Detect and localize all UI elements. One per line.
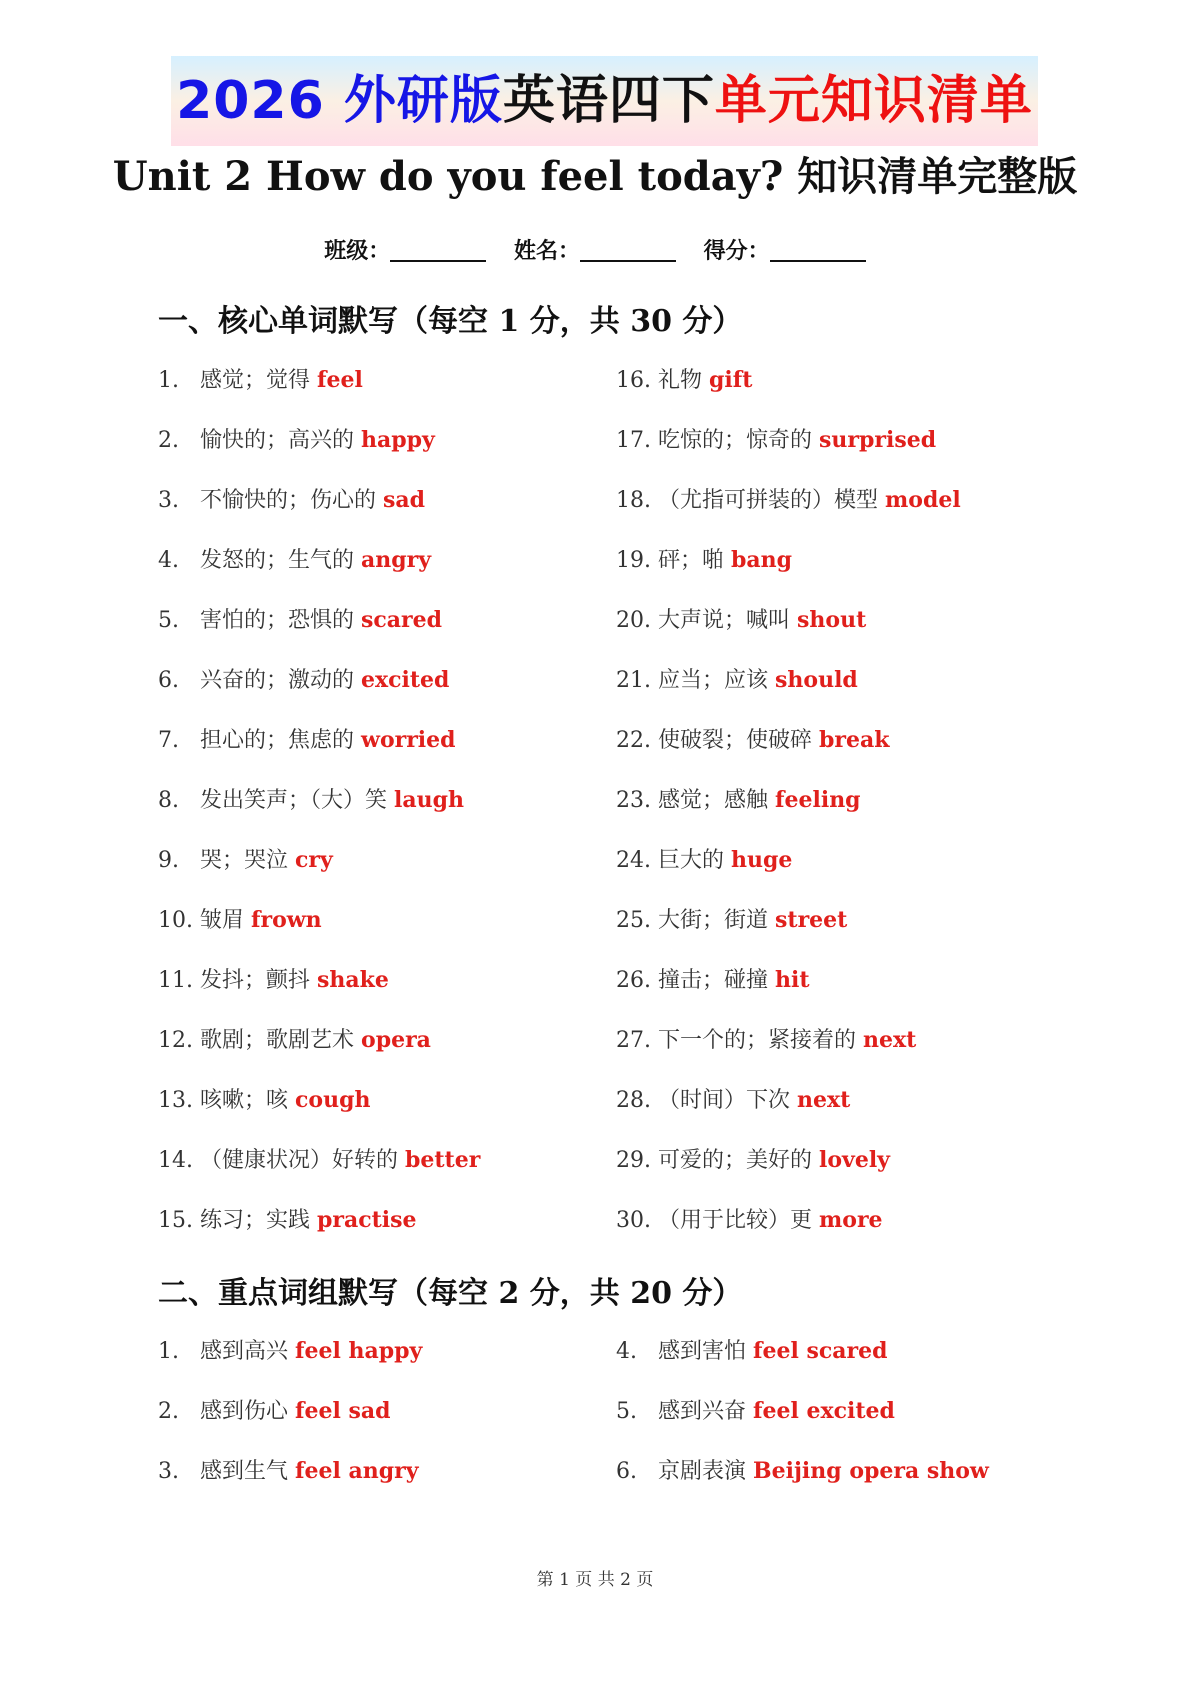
word-item bbox=[616, 590, 961, 650]
chinese-meaning: 感到兴奋 bbox=[658, 1399, 747, 1424]
word-item bbox=[616, 950, 961, 1010]
english-answer: opera bbox=[361, 1027, 431, 1053]
item-number: 23. bbox=[616, 788, 651, 813]
chinese-meaning: 发怒的；生气的 bbox=[200, 548, 355, 573]
chinese-meaning: 使破裂；使破碎 bbox=[658, 728, 813, 753]
word-item bbox=[616, 470, 961, 530]
section-title-words: 一、核心单词默写（每空 1 分，共 30 分） bbox=[158, 304, 743, 339]
english-answer: angry bbox=[361, 547, 432, 573]
english-answer: lovely bbox=[819, 1147, 890, 1173]
chinese-meaning: 不愉快的；伤心的 bbox=[200, 488, 377, 513]
chinese-meaning: 砰；啪 bbox=[658, 548, 725, 573]
english-answer: feel scared bbox=[753, 1338, 888, 1364]
item-number: 15. bbox=[158, 1208, 193, 1233]
english-answer: better bbox=[405, 1147, 481, 1173]
word-item bbox=[616, 1190, 961, 1250]
word-item bbox=[158, 1130, 480, 1190]
item-number: 4. bbox=[158, 548, 179, 573]
page-number: 第 1 页 共 2 页 bbox=[536, 1570, 654, 1590]
chinese-meaning: （用于比较）更 bbox=[658, 1208, 813, 1233]
phrase-item bbox=[158, 1381, 422, 1441]
english-answer: surprised bbox=[819, 427, 937, 453]
item-number: 6. bbox=[158, 668, 179, 693]
english-answer: worried bbox=[361, 727, 456, 753]
item-number: 13. bbox=[158, 1088, 193, 1113]
item-number: 26. bbox=[616, 968, 651, 993]
word-item bbox=[158, 1010, 480, 1070]
word-list-right bbox=[616, 350, 961, 1250]
english-answer: street bbox=[775, 907, 848, 933]
item-number: 29. bbox=[616, 1148, 651, 1173]
chinese-meaning: （健康状况）好转的 bbox=[200, 1148, 399, 1173]
english-answer: more bbox=[819, 1207, 883, 1233]
chinese-meaning: 皱眉 bbox=[200, 908, 245, 933]
chinese-meaning: （时间）下次 bbox=[658, 1088, 791, 1113]
item-number: 21. bbox=[616, 668, 651, 693]
english-answer: feel bbox=[317, 367, 363, 393]
english-answer: feeling bbox=[775, 787, 861, 813]
chinese-meaning: 大街；街道 bbox=[658, 908, 769, 933]
item-number: 3. bbox=[158, 1459, 179, 1484]
english-answer: shake bbox=[317, 967, 389, 993]
english-answer: next bbox=[797, 1087, 851, 1113]
english-answer: scared bbox=[361, 607, 443, 633]
chinese-meaning: 感到高兴 bbox=[200, 1339, 289, 1364]
chinese-meaning: 兴奋的；激动的 bbox=[200, 668, 355, 693]
phrase-list-left bbox=[158, 1321, 422, 1501]
chinese-meaning: 礼物 bbox=[658, 368, 703, 393]
name-label: 姓名： bbox=[513, 238, 580, 264]
word-item bbox=[616, 1010, 961, 1070]
item-number: 2. bbox=[158, 1399, 179, 1424]
chinese-meaning: 巨大的 bbox=[658, 848, 725, 873]
phrase-item bbox=[616, 1321, 989, 1381]
phrase-list-right bbox=[616, 1321, 989, 1501]
english-answer: cough bbox=[295, 1087, 371, 1113]
word-item bbox=[158, 770, 480, 830]
word-item bbox=[616, 350, 961, 410]
item-number: 12. bbox=[158, 1028, 193, 1053]
chinese-meaning: 发出笑声；（大）笑 bbox=[200, 788, 388, 813]
chinese-meaning: 下一个的；紧接着的 bbox=[658, 1028, 857, 1053]
phrase-item bbox=[158, 1441, 422, 1501]
item-number: 17. bbox=[616, 428, 651, 453]
chinese-meaning: 愉快的；高兴的 bbox=[200, 428, 355, 453]
english-answer: gift bbox=[709, 367, 753, 393]
word-item bbox=[158, 710, 480, 770]
word-item bbox=[616, 650, 961, 710]
item-number: 5. bbox=[616, 1399, 637, 1424]
item-number: 19. bbox=[616, 548, 651, 573]
english-answer: break bbox=[819, 727, 890, 753]
item-number: 10. bbox=[158, 908, 193, 933]
item-number: 7. bbox=[158, 728, 179, 753]
score-field bbox=[704, 238, 866, 264]
english-answer: should bbox=[775, 667, 858, 693]
english-answer: feel happy bbox=[295, 1338, 423, 1364]
banner-part-checklist: 单元知识清单 bbox=[714, 71, 1033, 131]
english-answer: shout bbox=[797, 607, 867, 633]
word-item bbox=[616, 890, 961, 950]
word-item bbox=[616, 710, 961, 770]
chinese-meaning: 京剧表演 bbox=[658, 1459, 747, 1484]
word-item bbox=[158, 470, 480, 530]
word-item bbox=[158, 890, 480, 950]
english-answer: laugh bbox=[394, 787, 465, 813]
word-item bbox=[158, 410, 480, 470]
item-number: 11. bbox=[158, 968, 193, 993]
class-field bbox=[324, 238, 486, 264]
english-answer: feel sad bbox=[295, 1398, 391, 1424]
chinese-meaning: 应当；应该 bbox=[658, 668, 769, 693]
chinese-meaning: 大声说；喊叫 bbox=[658, 608, 791, 633]
item-number: 24. bbox=[616, 848, 651, 873]
item-number: 9. bbox=[158, 848, 179, 873]
item-number: 1. bbox=[158, 1339, 179, 1364]
english-answer: huge bbox=[731, 847, 793, 873]
chinese-meaning: 练习；实践 bbox=[200, 1208, 311, 1233]
chinese-meaning: 歌剧；歌剧艺术 bbox=[200, 1028, 355, 1053]
chinese-meaning: （尤指可拼装的）模型 bbox=[658, 488, 879, 513]
chinese-meaning: 害怕的；恐惧的 bbox=[200, 608, 355, 633]
word-item bbox=[158, 1070, 480, 1130]
item-number: 30. bbox=[616, 1208, 651, 1233]
page-subtitle: Unit 2 How do you feel today? 知识清单完整版 bbox=[112, 153, 1078, 200]
phrase-item bbox=[616, 1441, 989, 1501]
item-number: 14. bbox=[158, 1148, 193, 1173]
english-answer: sad bbox=[383, 487, 426, 513]
name-blank bbox=[580, 240, 676, 262]
chinese-meaning: 咳嗽；咳 bbox=[200, 1088, 289, 1113]
chinese-meaning: 撞击；碰撞 bbox=[658, 968, 769, 993]
english-answer: frown bbox=[251, 907, 322, 933]
word-item bbox=[158, 650, 480, 710]
phrase-item bbox=[616, 1381, 989, 1441]
chinese-meaning: 吃惊的；惊奇的 bbox=[658, 428, 813, 453]
item-number: 2. bbox=[158, 428, 179, 453]
chinese-meaning: 感到害怕 bbox=[658, 1339, 747, 1364]
word-item bbox=[616, 770, 961, 830]
word-item bbox=[158, 830, 480, 890]
name-field bbox=[514, 238, 676, 264]
english-answer: happy bbox=[361, 427, 435, 453]
item-number: 20. bbox=[616, 608, 651, 633]
word-item bbox=[616, 830, 961, 890]
word-item bbox=[158, 350, 480, 410]
english-answer: next bbox=[863, 1027, 917, 1053]
english-answer: cry bbox=[295, 847, 333, 873]
chinese-meaning: 哭；哭泣 bbox=[200, 848, 289, 873]
word-list-left bbox=[158, 350, 480, 1250]
chinese-meaning: 感觉；感触 bbox=[658, 788, 769, 813]
item-number: 22. bbox=[616, 728, 651, 753]
chinese-meaning: 感到伤心 bbox=[200, 1399, 289, 1424]
english-answer: hit bbox=[775, 967, 810, 993]
item-number: 5. bbox=[158, 608, 179, 633]
item-number: 8. bbox=[158, 788, 179, 813]
word-item bbox=[158, 950, 480, 1010]
item-number: 27. bbox=[616, 1028, 651, 1053]
score-blank bbox=[770, 240, 866, 262]
english-answer: Beijing opera show bbox=[753, 1458, 989, 1484]
chinese-meaning: 发抖；颤抖 bbox=[200, 968, 311, 993]
english-answer: model bbox=[885, 487, 961, 513]
chinese-meaning: 可爱的；美好的 bbox=[658, 1148, 813, 1173]
chinese-meaning: 担心的；焦虑的 bbox=[200, 728, 355, 753]
item-number: 4. bbox=[616, 1339, 637, 1364]
chinese-meaning: 感觉；觉得 bbox=[200, 368, 311, 393]
word-item bbox=[616, 410, 961, 470]
class-blank bbox=[390, 240, 486, 262]
english-answer: feel angry bbox=[295, 1458, 419, 1484]
section-title-phrases: 二、重点词组默写（每空 2 分，共 20 分） bbox=[158, 1276, 743, 1311]
item-number: 28. bbox=[616, 1088, 651, 1113]
english-answer: feel excited bbox=[753, 1398, 895, 1424]
item-number: 1. bbox=[158, 368, 179, 393]
chinese-meaning: 感到生气 bbox=[200, 1459, 289, 1484]
student-info-line bbox=[0, 234, 1190, 265]
word-item bbox=[616, 530, 961, 590]
word-item bbox=[616, 1130, 961, 1190]
word-item bbox=[158, 1190, 480, 1250]
word-item bbox=[158, 530, 480, 590]
phrase-item bbox=[158, 1321, 422, 1381]
banner-part-edition: 2026 外研版 bbox=[176, 71, 503, 131]
english-answer: practise bbox=[317, 1207, 417, 1233]
english-answer: bang bbox=[731, 547, 793, 573]
banner-part-grade: 英语四下 bbox=[502, 71, 715, 131]
title-banner bbox=[171, 56, 1038, 146]
class-label: 班级： bbox=[324, 238, 391, 264]
word-item bbox=[158, 590, 480, 650]
word-item bbox=[616, 1070, 961, 1130]
english-answer: excited bbox=[361, 667, 450, 693]
item-number: 25. bbox=[616, 908, 651, 933]
score-label: 得分： bbox=[703, 238, 770, 264]
item-number: 18. bbox=[616, 488, 651, 513]
item-number: 16. bbox=[616, 368, 651, 393]
item-number: 6. bbox=[616, 1459, 637, 1484]
item-number: 3. bbox=[158, 488, 179, 513]
